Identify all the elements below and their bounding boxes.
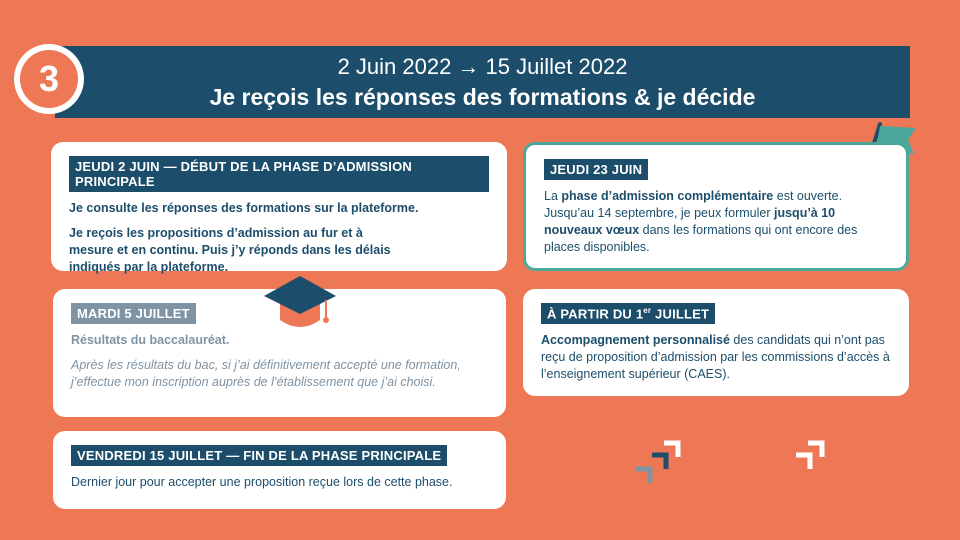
text-run: est ouverte. Jusqu’au 14 septembre, je peux formuler: [544, 189, 843, 220]
step-number-badge: 3: [20, 50, 78, 108]
card-tag: JEUDI 23 JUIN: [544, 159, 648, 180]
card-tag: MARDI 5 JUILLET: [71, 303, 196, 324]
tag-text: JUILLET: [651, 306, 710, 322]
header-title: Je reçois les réponses des formations & je décide: [209, 84, 756, 110]
card-text: [544, 188, 864, 256]
text-run: dans les formations qui ont encore des places disponibles.: [544, 223, 858, 254]
text-run: des candidats qui n’ont pas reçu de proposition d’admission par les commissions d’accès à l’enseignement supérieur (CAES).: [541, 333, 890, 382]
tag-text: À PARTIR DU 1: [547, 306, 644, 322]
card-text: [541, 332, 891, 383]
card-text: Après les résultats du bac, si j’ai définitivement accepté une formation, j’effectue mon inscription auprès de l’établissement que j’ai choisi.: [71, 358, 461, 389]
card-jeudi-23-juin: [523, 142, 909, 271]
header-banner: [55, 46, 910, 118]
text-run-bold: Accompagnement personnalisé: [541, 333, 730, 348]
card-text: Dernier jour pour accepter une proposition reçue lors de cette phase.: [71, 475, 453, 489]
card-text: Résultats du baccalauréat.: [71, 333, 230, 347]
card-vendredi-15-juillet: [53, 431, 506, 509]
card-text: Je reçois les propositions d’admission au fur et à mesure et en continu. Puis j’y réponds dans les délais indiqués par la plateforme.: [69, 226, 391, 274]
card-tag: [541, 303, 715, 324]
text-run-bold: jusqu’à 10 nouveaux vœux: [544, 206, 836, 237]
text-run: La: [544, 189, 562, 203]
brand-arrows-icon: [790, 435, 830, 475]
card-tag: JEUDI 2 JUIN — DÉBUT DE LA PHASE D’ADMISSION PRINCIPALE: [69, 156, 489, 192]
brand-arrows-icon: [630, 435, 690, 485]
tag-superscript: er: [643, 306, 652, 315]
card-text: Je consulte les réponses des formations sur la plateforme.: [69, 201, 419, 215]
text-run-bold: phase d’admission complémentaire: [561, 189, 774, 203]
header-dates: 2 Juin 2022 → 15 Juillet 2022: [337, 54, 628, 79]
card-jeudi-2-juin: [51, 142, 507, 274]
graduation-cap-icon: [262, 274, 338, 340]
card-tag: VENDREDI 15 JUILLET — FIN DE LA PHASE PRINCIPALE: [71, 445, 447, 466]
card-a-partir-1er-juillet: [523, 289, 909, 396]
